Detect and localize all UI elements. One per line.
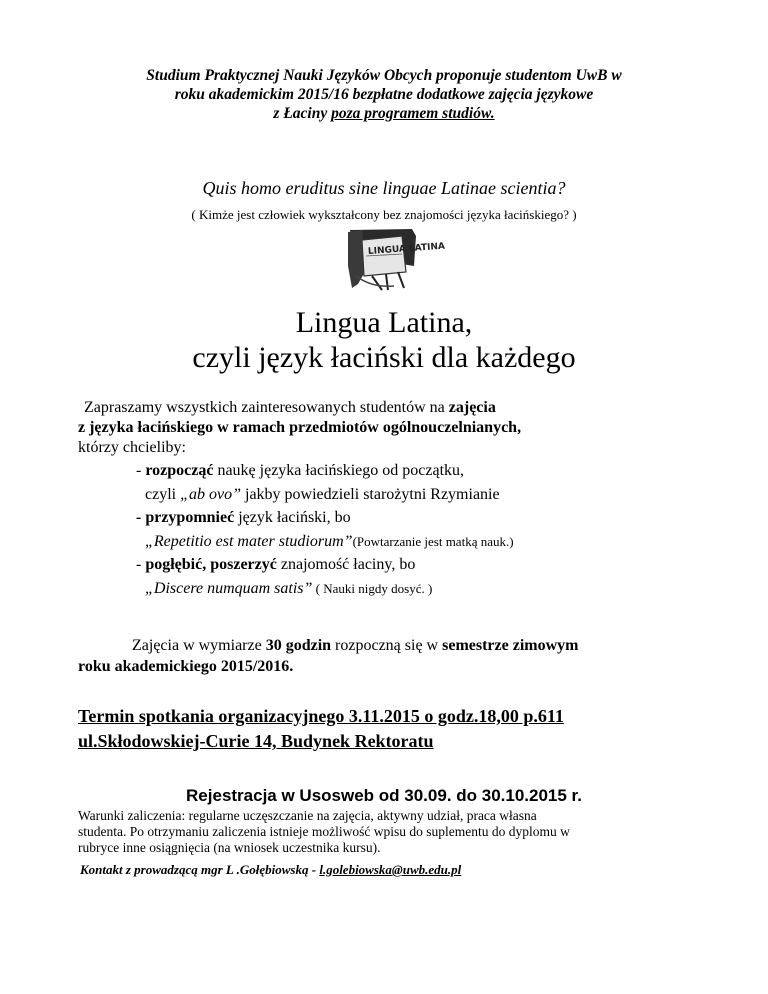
- latin-quote: Quis homo eruditus sine linguae Latinae scientia?: [202, 178, 566, 198]
- header-line-3: [60, 104, 708, 123]
- list-sub-italic: „Repetitio est mater studiorum”: [145, 532, 353, 550]
- completion-conditions: [78, 808, 698, 856]
- list-item-sub: [78, 483, 698, 507]
- main-title: [0, 305, 768, 375]
- course-info-line-1: [78, 635, 698, 656]
- intro-line-3: którzy chcieliby:: [78, 439, 186, 456]
- header-underlined-phrase: poza programem studiów.: [331, 105, 495, 122]
- intro-line-1: [78, 398, 718, 418]
- header-announcement: [60, 66, 708, 123]
- intro-line-2: [78, 418, 718, 438]
- course-info-text: rozpoczną się w: [331, 637, 443, 654]
- contact-line: [80, 862, 700, 878]
- course-hours: 30 godzin: [265, 637, 332, 654]
- list-item-dash: -: [136, 556, 146, 573]
- intro-line-1-bold: zajęcia: [448, 399, 496, 416]
- intro-line-1-text: Zapraszamy wszystkich zainteresowanych studentów na: [84, 399, 449, 416]
- meeting-date-line-1: Termin spotkania organizacyjnego 3.11.2015 o godz.18,00 p.611: [78, 706, 564, 726]
- list-sub-italic: „Discere numquam satis”: [145, 579, 313, 597]
- list-item-bold: - przypomnieć: [136, 509, 235, 526]
- list-sub-small: (Powtarzanie jest matką nauk.): [352, 533, 514, 549]
- list-sub-italic: „ab ovo”: [180, 485, 241, 503]
- main-title-line-2: czyli język łaciński dla każdego: [192, 341, 576, 374]
- meeting-date-line-2: ul.Skłodowskiej-Curie 14, Budynek Rektoratu: [78, 731, 434, 751]
- course-info-line-2: [78, 656, 698, 677]
- academic-year: roku akademickiego 2015/2016.: [78, 658, 294, 675]
- intro-line-2-bold: z języka łacińskiego w ramach przedmiotów ogólnouczelnianych,: [78, 419, 522, 436]
- list-item-sub: [78, 577, 698, 601]
- list-item-text: język łaciński, bo: [234, 509, 351, 526]
- conditions-line-2: studenta. Po otrzymaniu zaliczenia istnieje możliwość wpisu do suplementu do dyplomu w: [78, 824, 570, 839]
- meeting-date: [78, 704, 718, 754]
- course-semester: semestrze zimowym: [442, 637, 579, 654]
- header-line-2: roku akademickim 2015/16 bezpłatne dodatkowe zajęcia językowe: [174, 86, 594, 103]
- main-title-line-1: Lingua Latina,: [295, 306, 473, 339]
- list-item-text: naukę języka łacińskiego od początku,: [213, 462, 465, 479]
- list-item-sub: [78, 530, 698, 554]
- graffiti-label: LINGUA LATINA: [367, 241, 446, 257]
- course-info-text: Zajęcia w wymiarze: [132, 637, 266, 654]
- intro-paragraph: [78, 398, 718, 458]
- list-sub-small: ( Nauki nigdy dosyć. ): [312, 580, 433, 596]
- list-sub-prefix: czyli: [145, 485, 181, 503]
- header-line-3-prefix: z Łaciny: [273, 105, 332, 122]
- goals-list: [78, 459, 698, 600]
- contact-prefix: Kontakt z prowadzącą mgr L .Gołębiowską -: [80, 862, 320, 877]
- list-item-text: znajomość łaciny, bo: [276, 556, 416, 573]
- header-line-1: Studium Praktycznej Nauki Języków Obcych proponuje studentom UwB w: [146, 67, 622, 84]
- list-item: [78, 459, 698, 483]
- course-info-paragraph: [78, 635, 698, 677]
- list-item-dash: -: [136, 462, 146, 479]
- quote-translation: ( Kimże jest człowiek wykształcony bez znajomości języka łacińskiego? ): [191, 207, 577, 222]
- contact-email-link[interactable]: l.golebiowska@uwb.edu.pl: [319, 862, 462, 877]
- conditions-line-3: rubryce inne osiągnięcia (na wniosek uczestnika kursu).: [78, 840, 381, 855]
- list-item: [78, 506, 698, 530]
- conditions-line-1: Warunki zaliczenia: regularne uczęszczanie na zajęcia, aktywny udział, praca własna: [78, 808, 537, 823]
- graffiti-drawing-icon: [342, 226, 446, 292]
- latin-graffiti-illustration: [342, 226, 446, 292]
- list-sub-text: jakby powiedzieli starożytni Rzymianie: [241, 485, 500, 503]
- list-item-bold: pogłębić, poszerzyć: [145, 556, 277, 573]
- list-item: [78, 553, 698, 577]
- registration-info: Rejestracja w Usosweb od 30.09. do 30.10.2015 r.: [186, 786, 582, 805]
- list-item-bold: rozpocząć: [145, 462, 214, 479]
